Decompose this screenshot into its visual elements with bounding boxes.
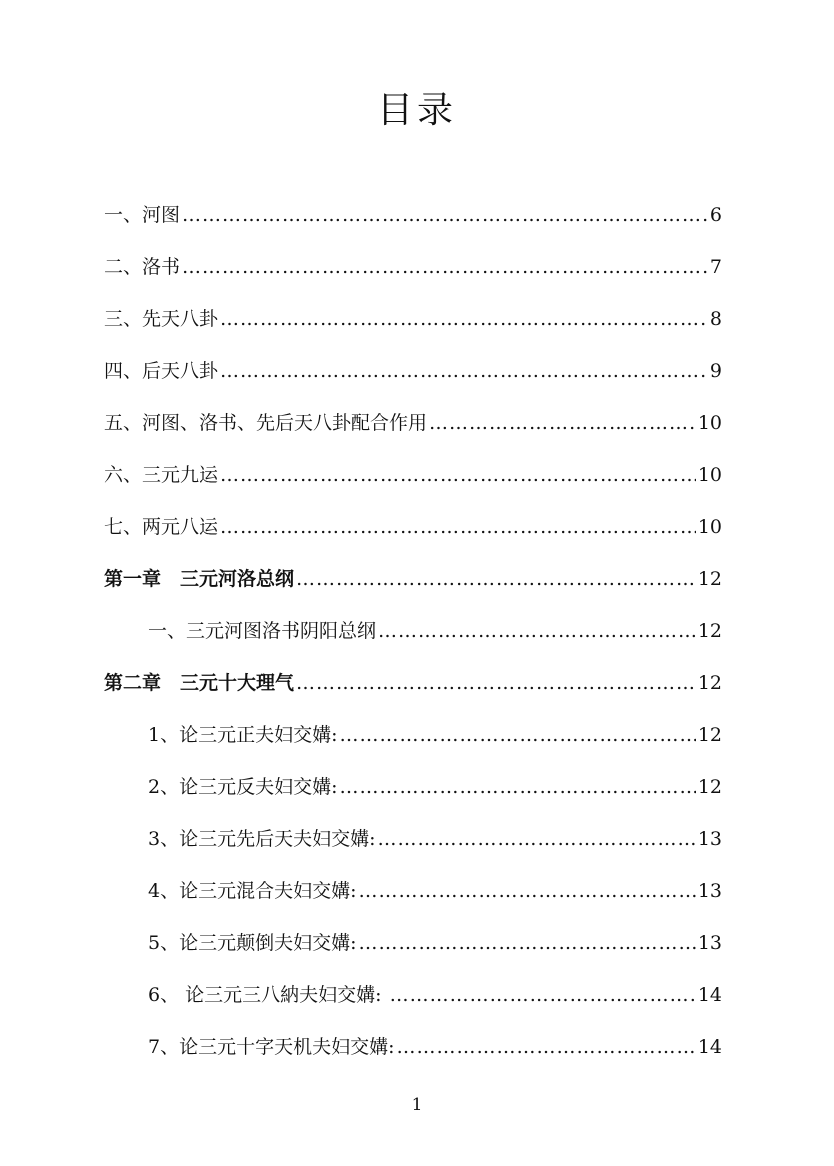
toc-entry-label: 4、论三元混合夫妇交媾:	[148, 880, 357, 902]
toc-entry[interactable]	[148, 616, 722, 646]
page-title: 目录	[376, 90, 457, 131]
dot-leader	[296, 668, 696, 698]
toc-entry-label: 2、论三元反夫妇交媾:	[148, 776, 338, 798]
toc-entry-label: 6、 论三元三八納夫妇交媾:	[148, 984, 388, 1006]
toc-entry-page: 13	[697, 828, 722, 850]
toc-entry-page: 14	[697, 984, 722, 1006]
toc-entry-page: 7	[709, 256, 722, 278]
toc-entry-page: 9	[709, 360, 722, 382]
dot-leader	[397, 1032, 696, 1062]
toc-entry-label: 3、论三元先后天夫妇交媾:	[148, 828, 376, 850]
dot-leader	[220, 356, 708, 386]
dot-leader	[220, 460, 696, 490]
dot-leader	[182, 200, 708, 230]
toc-entry-label: 二、洛书	[104, 256, 181, 278]
toc-entry-label: 五、河图、洛书、先后天八卦配合作用	[104, 412, 428, 434]
toc-chapter-entry[interactable]	[104, 668, 722, 698]
toc-chapter-entry[interactable]	[104, 564, 722, 594]
toc-entry-page: 10	[697, 412, 722, 434]
toc-entry-label: 第二章 三元十大理气	[104, 672, 295, 694]
page-number: 1	[411, 1095, 423, 1115]
toc-entry-label: 7、论三元十字天机夫妇交媾:	[148, 1036, 395, 1058]
dot-leader	[390, 980, 696, 1010]
toc-entry-page: 10	[697, 516, 722, 538]
toc-entry[interactable]	[148, 720, 722, 750]
toc-entry[interactable]	[148, 876, 722, 906]
dot-leader	[220, 304, 708, 334]
dot-leader	[359, 928, 696, 958]
toc-entry[interactable]	[104, 356, 722, 386]
toc-entry-label: 七、两元八运	[104, 516, 219, 538]
toc-entry-label: 一、三元河图洛书阴阳总纲	[148, 620, 377, 642]
toc-entry-label: 三、先天八卦	[104, 308, 219, 330]
toc-entry-label: 1、论三元正夫妇交媾:	[148, 724, 338, 746]
toc-entry[interactable]	[148, 824, 722, 854]
toc-entry-page: 12	[697, 776, 722, 798]
toc-entry-page: 13	[697, 880, 722, 902]
toc-entry-label: 5、论三元颠倒夫妇交媾:	[148, 932, 357, 954]
dot-leader	[296, 564, 696, 594]
dot-leader	[340, 720, 696, 750]
toc-entry[interactable]	[104, 408, 722, 438]
toc-entry-label: 第一章 三元河洛总纲	[104, 568, 295, 590]
toc-entry[interactable]	[148, 1032, 722, 1062]
dot-leader	[340, 772, 696, 802]
toc-entry[interactable]	[104, 304, 722, 334]
toc-entry-page: 12	[697, 568, 722, 590]
dot-leader	[378, 616, 696, 646]
toc-entry-page: 8	[709, 308, 722, 330]
dot-leader	[220, 512, 696, 542]
toc-entry-page: 10	[697, 464, 722, 486]
toc-entry-page: 12	[697, 620, 722, 642]
dot-leader	[429, 408, 696, 438]
dot-leader	[378, 824, 696, 854]
toc-entry-page: 6	[709, 204, 722, 226]
toc-entry[interactable]	[104, 200, 722, 230]
toc-entry-page: 14	[697, 1036, 722, 1058]
toc-entry-page: 13	[697, 932, 722, 954]
toc-entry[interactable]	[104, 252, 722, 282]
toc-entry[interactable]	[148, 928, 722, 958]
toc-entry[interactable]	[104, 512, 722, 542]
toc-entry-label: 四、后天八卦	[104, 360, 219, 382]
toc-entry-label: 一、河图	[104, 204, 181, 226]
dot-leader	[182, 252, 708, 282]
toc-entry[interactable]	[148, 980, 722, 1010]
toc-entry-label: 六、三元九运	[104, 464, 219, 486]
toc-entry[interactable]	[104, 460, 722, 490]
toc-entry-page: 12	[697, 672, 722, 694]
toc-entry[interactable]	[148, 772, 722, 802]
dot-leader	[359, 876, 696, 906]
toc-entry-page: 12	[697, 724, 722, 746]
